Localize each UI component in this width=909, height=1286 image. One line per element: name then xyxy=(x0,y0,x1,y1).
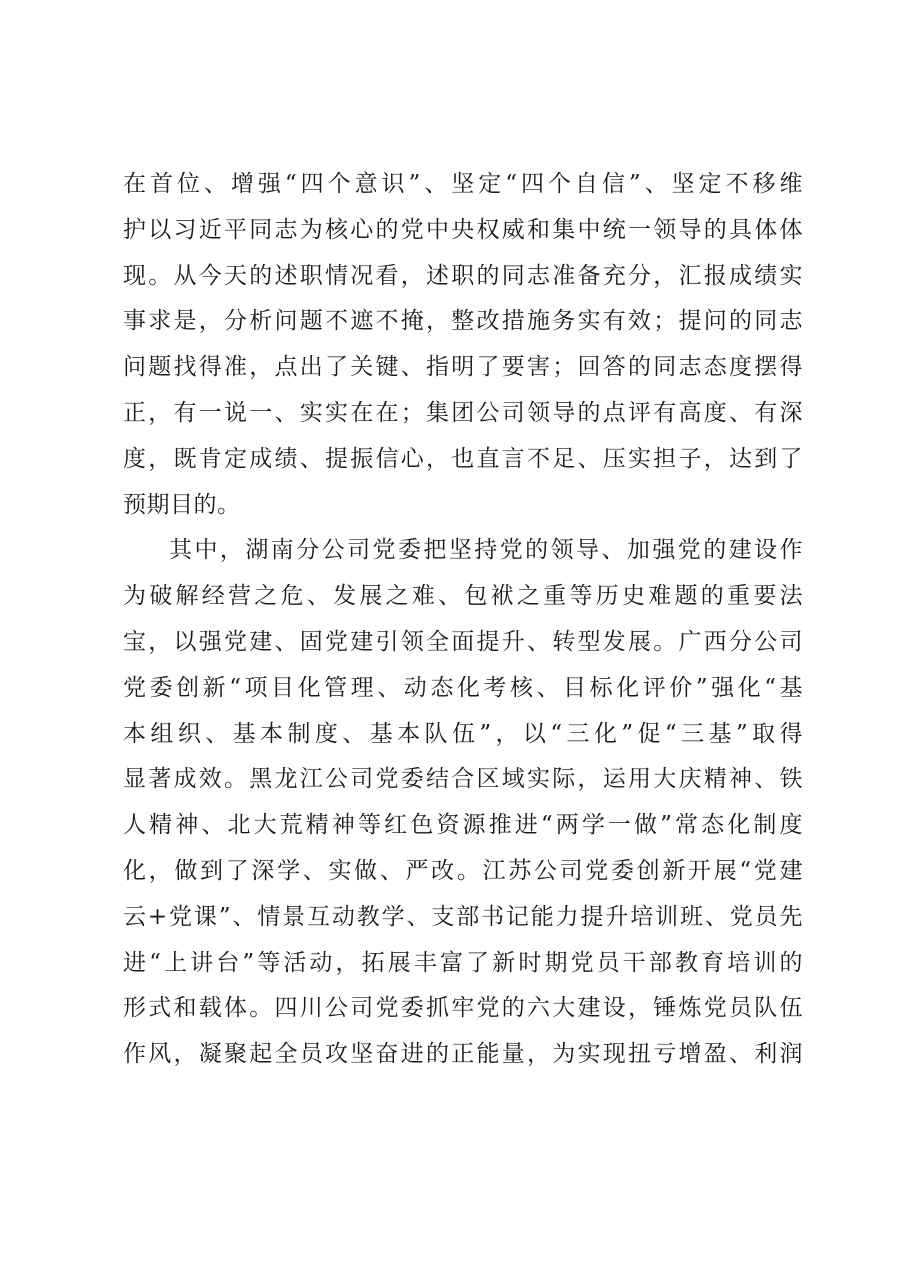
text-line: 正，有一说一、实实在在；集团公司领导的点评有高度、有深 xyxy=(123,399,803,426)
text-line: 化，做到了深学、实做、严改。江苏公司党委创新开展“党建 xyxy=(123,857,803,884)
text-line: 形式和载体。四川公司党委抓牢党的六大建设，锤炼党员队伍 xyxy=(123,995,803,1022)
text-line: 显著成效。黑龙江公司党委结合区域实际，运用大庆精神、铁 xyxy=(123,766,803,793)
text-line: 预期目的。 xyxy=(123,491,241,518)
paragraph-2 xyxy=(123,528,803,1078)
text-line: 云+党课”、情景互动教学、支部书记能力提升培训班、党员先 xyxy=(123,903,803,930)
text-line: 进“上讲台”等活动，拓展丰富了新时期党员干部教育培训的 xyxy=(123,949,803,976)
text-line: 宝，以强党建、固党建引领全面提升、转型发展。广西分公司 xyxy=(123,628,803,655)
text-line: 在首位、增强“四个意识”、坚定“四个自信”、坚定不移维 xyxy=(123,171,803,197)
text-line: 现。从今天的述职情况看，述职的同志准备充分，汇报成绩实 xyxy=(123,262,803,289)
text-line: 人精神、北大荒精神等红色资源推进“两学一做”常态化制度 xyxy=(123,812,803,839)
text-line: 问题找得准，点出了关键、指明了要害；回答的同志态度摆得 xyxy=(123,354,803,381)
text-line: 事求是，分析问题不遮不掩，整改措施务实有效；提问的同志 xyxy=(123,308,803,335)
text-line: 作风，凝聚起全员攻坚奋进的正能量，为实现扭亏增盈、利润 xyxy=(123,1041,803,1068)
document-body xyxy=(123,162,803,1078)
text-line: 其中，湖南分公司党委把坚持党的领导、加强党的建设作 xyxy=(169,537,803,564)
text-line: 党委创新“项目化管理、动态化考核、目标化评价”强化“基 xyxy=(123,674,803,701)
text-line: 护以习近平同志为核心的党中央权威和集中统一领导的具体体 xyxy=(123,216,803,243)
text-line: 本组织、基本制度、基本队伍”，以“三化”促“三基”取得 xyxy=(123,720,803,747)
text-line: 为破解经营之危、发展之难、包袱之重等历史难题的重要法 xyxy=(123,583,803,610)
text-line: 度，既肯定成绩、提振信心，也直言不足、压实担子，达到了 xyxy=(123,445,803,472)
paragraph-1 xyxy=(123,162,803,528)
